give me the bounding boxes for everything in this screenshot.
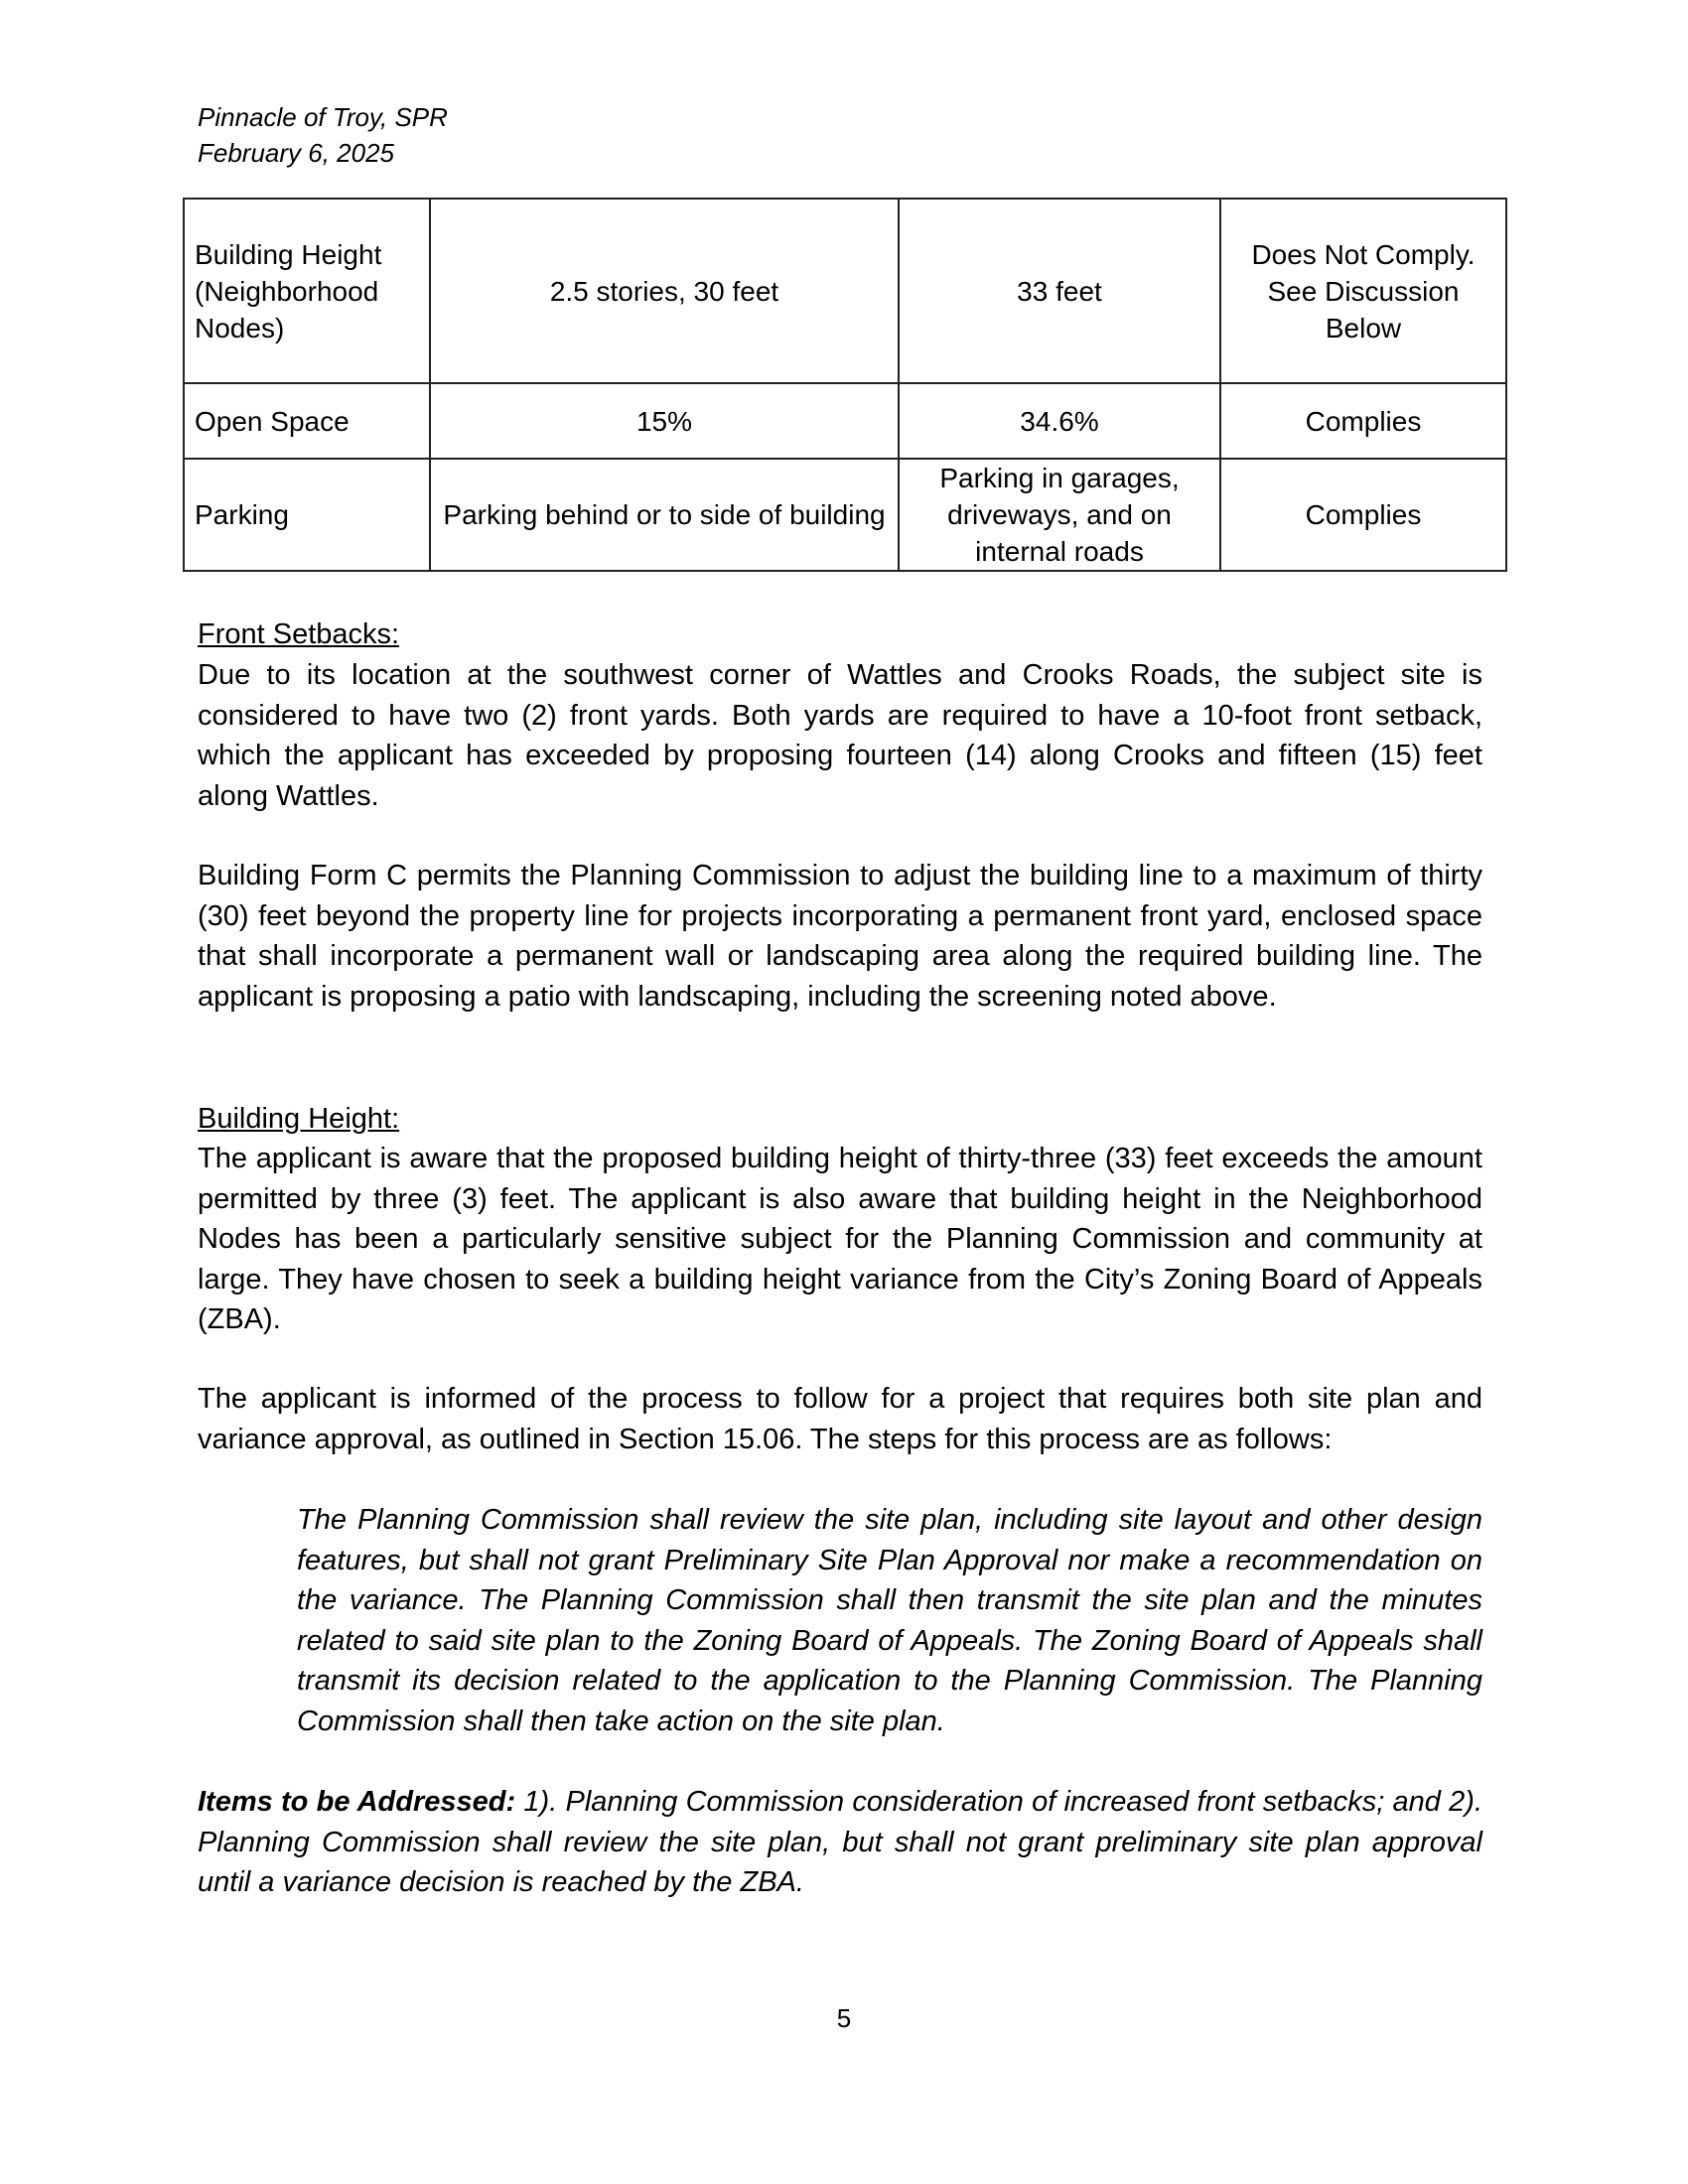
table-cell-provided: Parking in garages, driveways, and on internal roads bbox=[899, 459, 1220, 571]
building-height-paragraph-1: The applicant is aware that the proposed building height of thirty-three (33) feet exceeds the amount permitted by three (3) feet. The applicant is also aware that building height in the Neighborhood Nodes has been a particularly sensitive subject for the Planning Commission and community at large. They have chosen to seek a building height variance from the City’s Zoning Board of Appeals (ZBA). bbox=[198, 1143, 1482, 1335]
page-number: 5 bbox=[836, 2003, 852, 2033]
table-row bbox=[184, 459, 1506, 571]
table-cell-compliance: Does Not Comply. See Discussion Below bbox=[1220, 199, 1506, 383]
table-cell-required: 15% bbox=[430, 383, 899, 459]
header-project-title: Pinnacle of Troy, SPR bbox=[198, 102, 448, 132]
building-height-heading: Building Height: bbox=[198, 1103, 400, 1135]
items-to-be-addressed bbox=[198, 1782, 1482, 1903]
front-setbacks-paragraph-1: Due to its location at the southwest corner of Wattles and Crooks Roads, the subject site is considered to have two (2) front yards. Both yards are required to have a 10-foot front setback, which the applicant has exceeded by proposing fourteen (14) along Crooks and fifteen (15) feet along Wattles. bbox=[198, 659, 1482, 812]
items-text: 1). Planning Commission consideration of increased front setbacks; and 2). Planning Commission shall review the site plan, but shall not grant preliminary site plan approval until a variance decision is reached by the ZBA. bbox=[198, 1786, 1483, 1898]
items-lead: Items to be Addressed: bbox=[198, 1786, 516, 1818]
building-height-paragraph-2: The applicant is informed of the process to follow for a project that requires both site plan and variance approval, as outlined in Section 15.06. The steps for this process are as follows: bbox=[198, 1383, 1482, 1455]
table-cell-compliance: Complies bbox=[1220, 383, 1506, 459]
front-setbacks-heading: Front Setbacks: bbox=[198, 618, 400, 650]
compliance-table bbox=[183, 198, 1507, 572]
table-cell-compliance: Complies bbox=[1220, 459, 1506, 571]
table-cell-item: Open Space bbox=[184, 383, 430, 459]
header-date: February 6, 2025 bbox=[198, 138, 395, 168]
table-cell-item: Parking bbox=[184, 459, 430, 571]
process-quote: The Planning Commission shall review the site plan, including site layout and other design features, but shall not grant Preliminary Site Plan Approval nor make a recommendation on the variance. The Planning Commission shall then transmit the site plan and the minutes related to said site plan to the Zoning Board of Appeals. The Zoning Board of Appeals shall transmit its decision related to the application to the Planning Commission. The Planning Commission shall then take action on the site plan. bbox=[297, 1504, 1482, 1737]
page-header bbox=[198, 99, 448, 171]
table-cell-provided: 34.6% bbox=[899, 383, 1220, 459]
table-cell-required: 2.5 stories, 30 feet bbox=[430, 199, 899, 383]
table-cell-item: Building Height (Neighborhood Nodes) bbox=[184, 199, 430, 383]
table-row bbox=[184, 383, 1506, 459]
table-cell-required: Parking behind or to side of building bbox=[430, 459, 899, 571]
table-row bbox=[184, 199, 1506, 383]
table-cell-provided: 33 feet bbox=[899, 199, 1220, 383]
front-setbacks-paragraph-2: Building Form C permits the Planning Commission to adjust the building line to a maximum of thirty (30) feet beyond the property line for projects incorporating a permanent front yard, enclosed space that shall incorporate a permanent wall or landscaping area along the required building line. The applicant is proposing a patio with landscaping, including the screening noted above. bbox=[198, 860, 1482, 1013]
